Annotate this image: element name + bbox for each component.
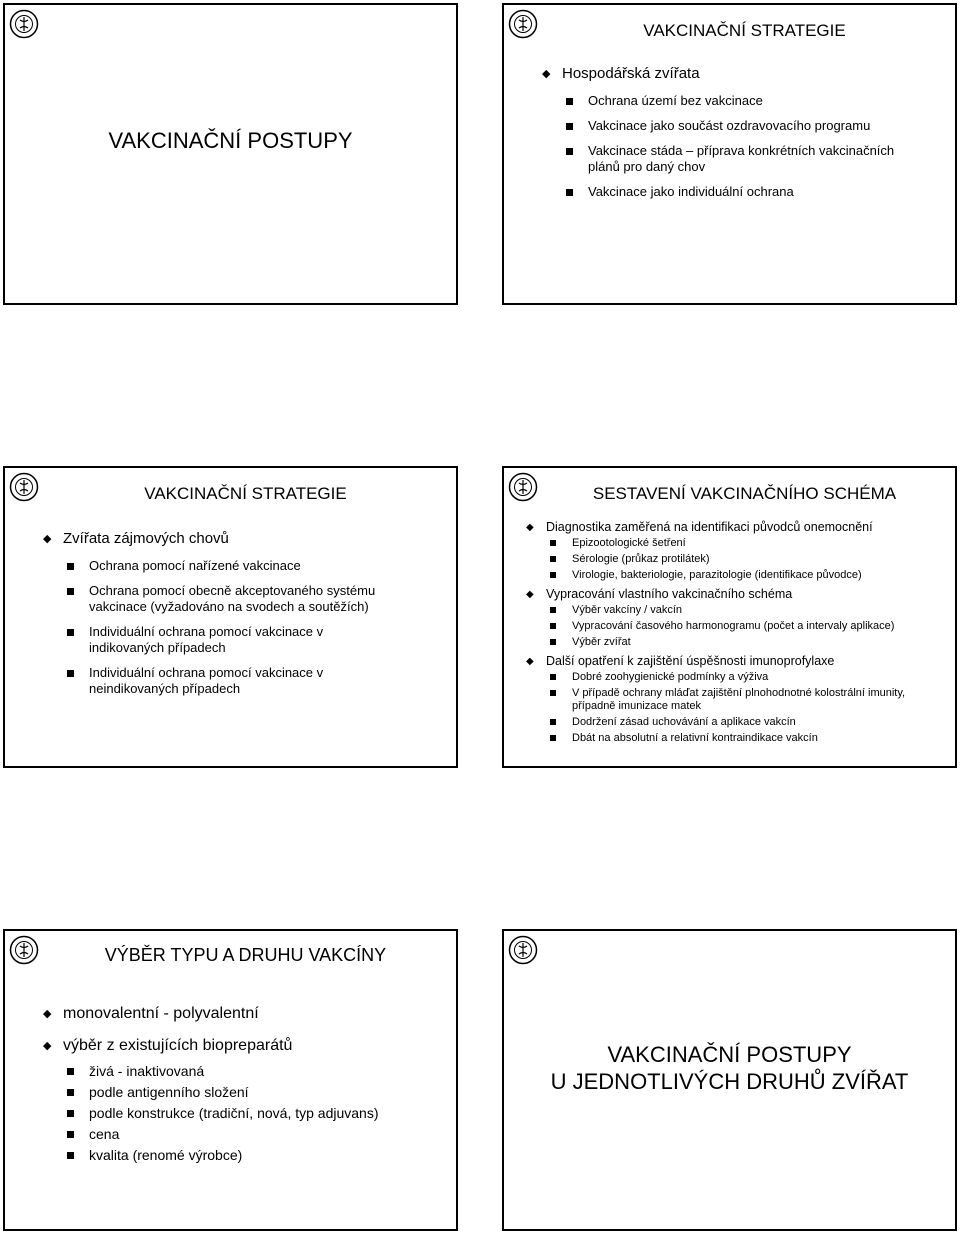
section-heading: ◆ Zvířata zájmových chovů [41,530,441,548]
slide-2 [502,3,957,305]
section-heading: ◆ monovalentní - polyvalentní [41,1005,441,1023]
list-item: Individuální ochrana pomocí vakcinace v indikovaných případech [65,624,359,656]
slide-title: VÝBĚR TYPU A DRUHU VAKCÍNY [104,945,387,965]
section-heading: ◆ výběr z existujících biopreparátů [41,1037,441,1055]
slide-content [41,530,441,697]
slide-6 [502,929,957,1231]
slide-title: SESTAVENÍ VAKCINAČNÍHO SCHÉMA [592,484,897,503]
slide-1 [3,3,458,305]
slide-content [41,1005,441,1163]
list-item: Epizootologické šetření [548,537,949,550]
list-item: V případě ochrany mláďat zajištění plnohodnotné kolostrální imunity, případně imunizace matek [548,687,949,713]
list-item: Výběr vakcíny / vakcín [548,604,949,617]
list-item: Individuální ochrana pomocí vakcinace v neindikovaných případech [65,665,359,697]
slide-5 [3,929,458,1231]
list-item: podle antigenního složení [65,1084,441,1100]
list-item: cena [65,1126,441,1142]
list-item: Ochrana pomocí obecně akceptovaného systému vakcinace (vyžadováno na svodech a soutěžích) [65,583,419,615]
list-item: Dbát na absolutní a relativní kontraindikace vakcín [548,732,949,745]
list-item: Virologie, bakteriologie, parazitologie (identifikace původce) [548,569,949,582]
list-item: živá - inaktivovaná [65,1063,441,1079]
faculty-seal-icon [508,935,538,965]
slide-title: VAKCINAČNÍ POSTUPY [108,128,353,153]
slide-3 [3,466,458,768]
list-item: Dobré zoohygienické podmínky a výživa [548,671,949,684]
list-item: Vakcinace jako individuální ochrana [564,184,940,200]
list-item: Vakcinace jako součást ozdravovacího programu [564,118,940,134]
slide-title-line-2: U JEDNOTLIVÝCH DRUHŮ ZVÍŘAT [550,1069,909,1094]
list-item: Výběr zvířat [548,636,949,649]
slide-title: VAKCINAČNÍ STRATEGIE [643,21,846,40]
list-item: Ochrana území bez vakcinace [564,93,940,109]
list-item: Sérologie (průkaz protilátek) [548,553,949,566]
list-item: podle konstrukce (tradiční, nová, typ adjuvans) [65,1105,441,1121]
list-item: Ochrana pomocí nařízené vakcinace [65,558,441,574]
slide-title-line-1: VAKCINAČNÍ POSTUPY [607,1042,852,1067]
section-heading: ◆ Hospodářská zvířata [540,65,940,83]
list-item: Vypracování časového harmonogramu (počet a intervaly aplikace) [548,620,949,633]
slide-title: VAKCINAČNÍ STRATEGIE [144,484,347,503]
list-item: Dodržení zásad uchovávání a aplikace vakcín [548,716,949,729]
list-item: Vakcinace stáda – příprava konkrétních vakcinačních plánů pro daný chov [564,143,918,175]
faculty-seal-icon [9,9,39,39]
slide-4 [502,466,957,768]
slide-content [524,520,949,745]
section-heading: ◆ Vypracování vlastního vakcinačního schéma [524,587,949,602]
list-item: kvalita (renomé výrobce) [65,1147,441,1163]
slide-content [540,65,940,200]
section-heading: ◆ Další opatření k zajištění úspěšnosti imunoprofylaxe [524,654,949,669]
section-heading: ◆ Diagnostika zaměřená na identifikaci původců onemocnění [524,520,949,535]
